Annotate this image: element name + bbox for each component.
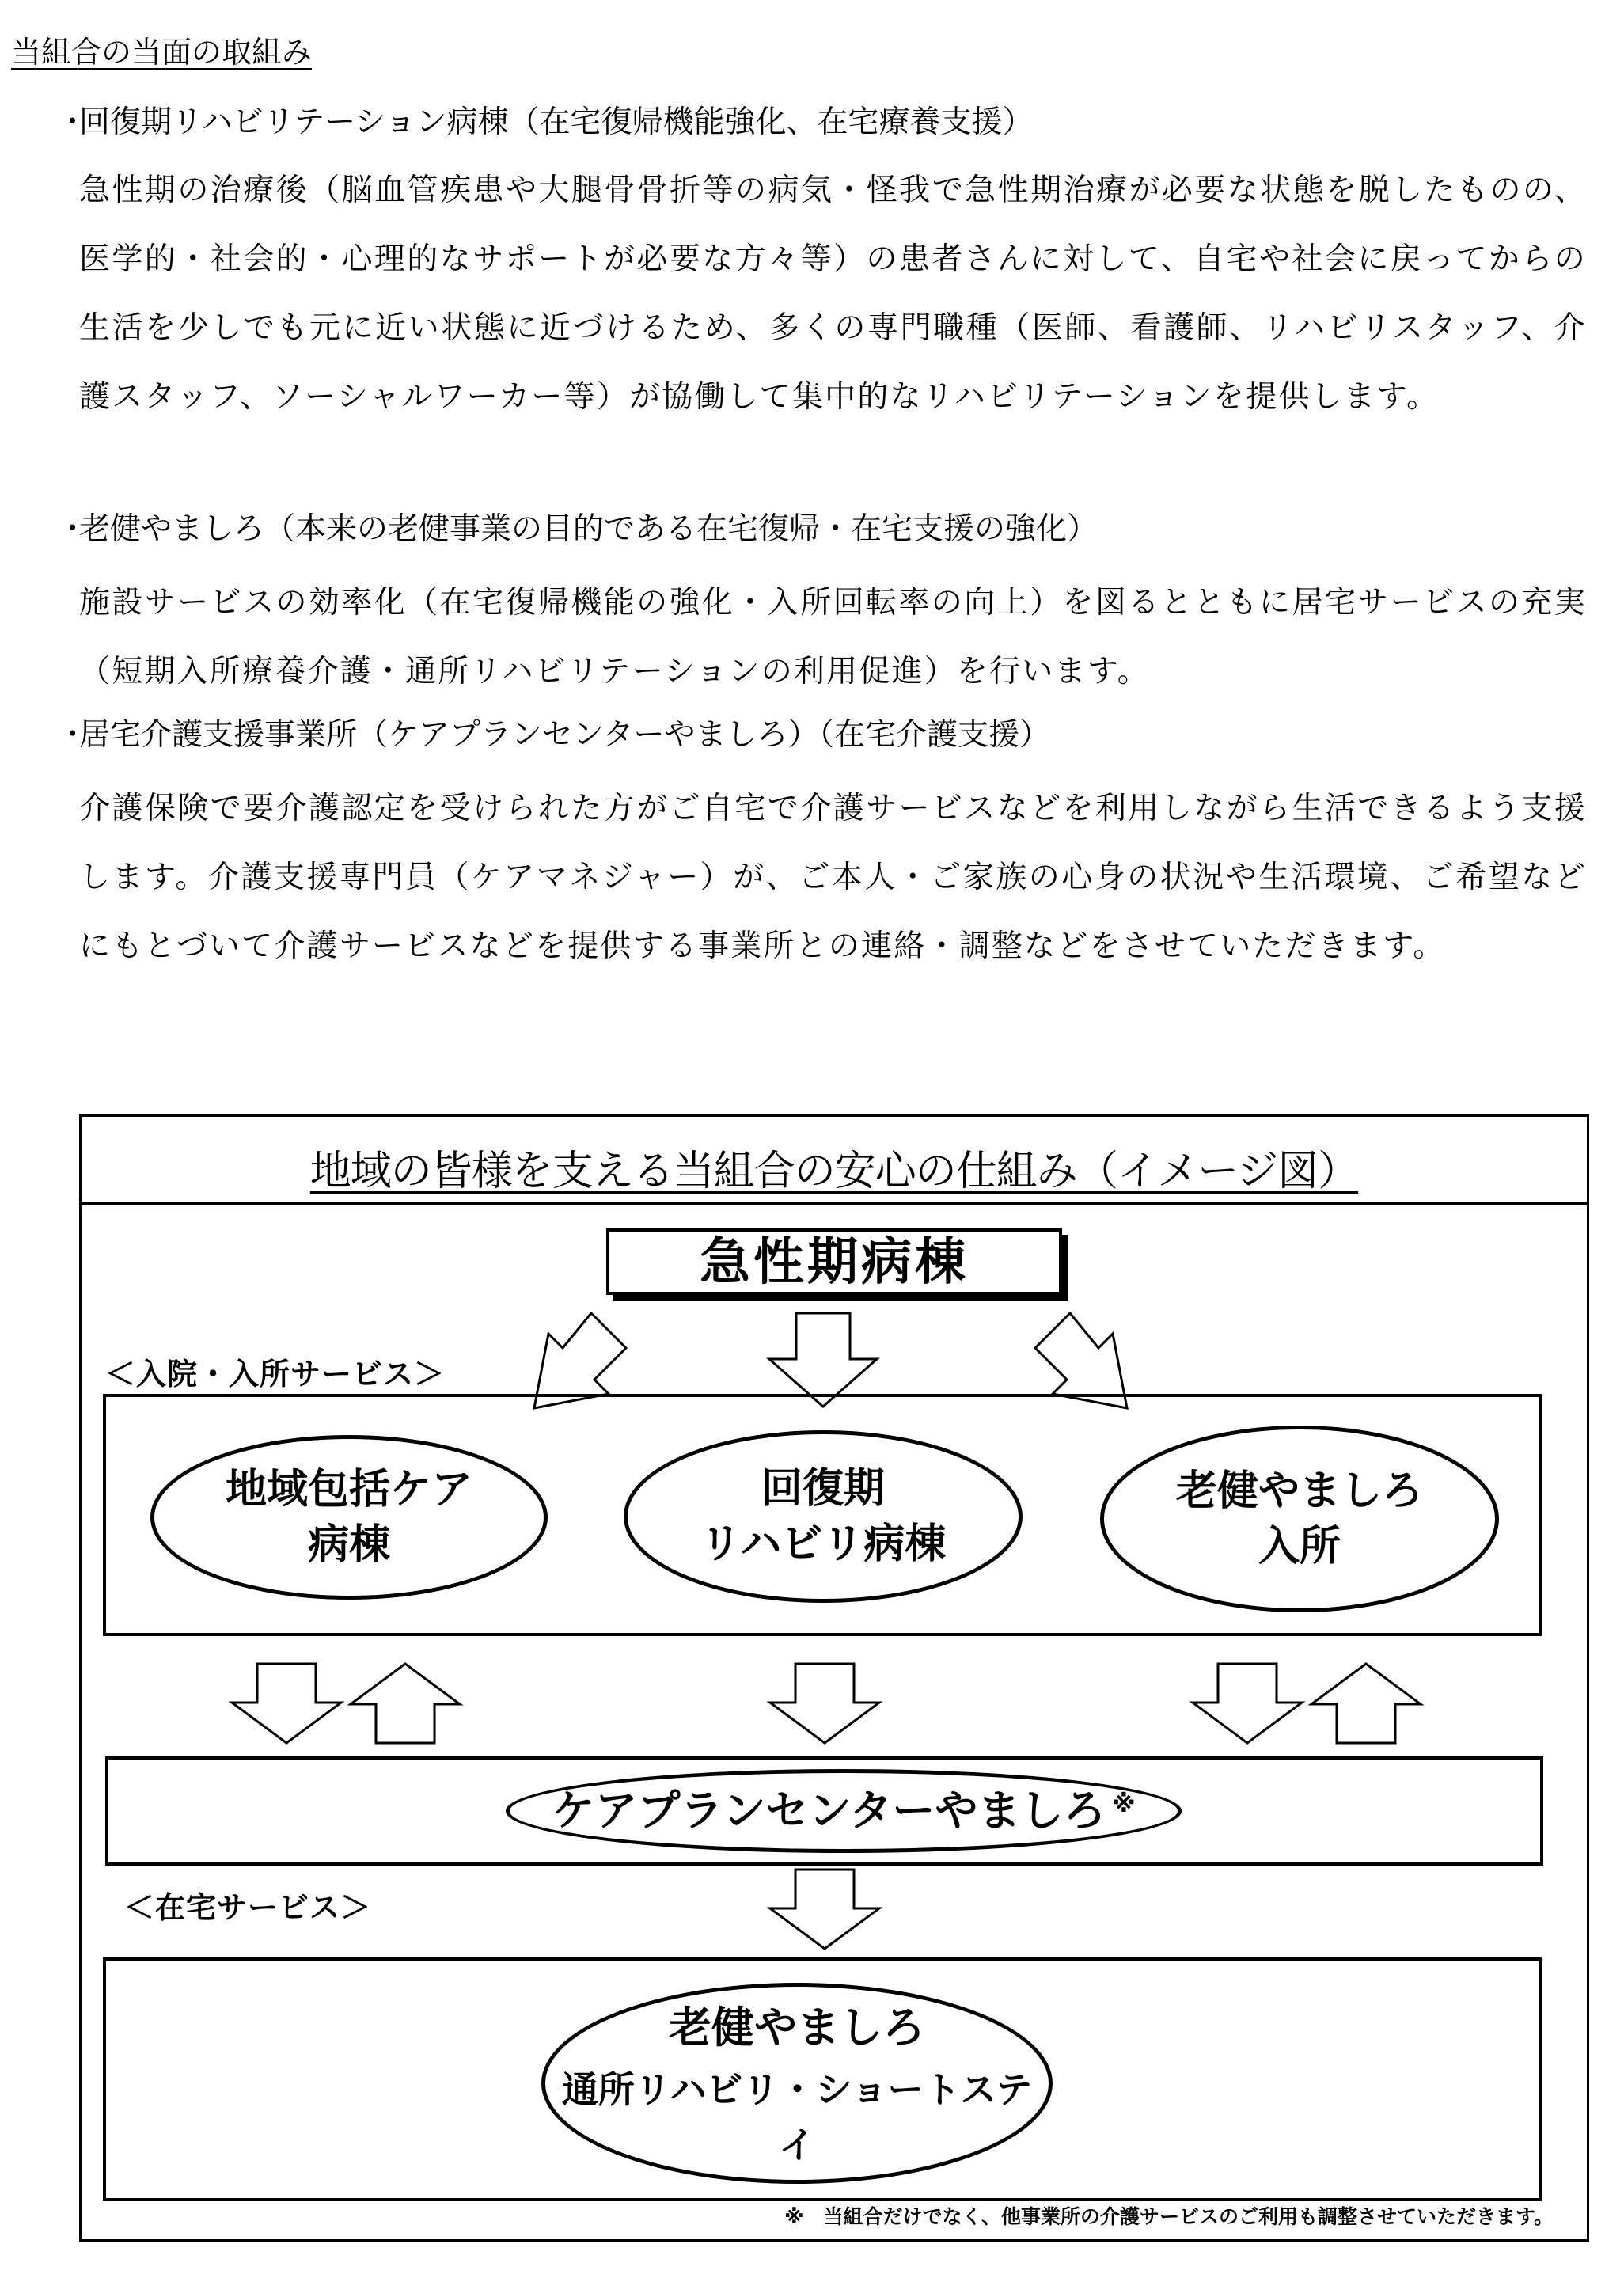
section-1-body: 急性期の治療後（脳血管疾患や大腿骨骨折等の病気・怪我で急性期治療が必要な状態を脱したものの、医学的・社会的・心理的なサポートが必要な方々等）の患者さんに対して、自宅や社会に戻ってからの生活を少しでも元に近い状態に近づけるため、多くの専門職種（医師、看護師、リハビリスタッフ、介護スタッフ、ソーシャルワーカー等）が協働して集中的なリハビリテーションを提供します。 [79,173,1587,415]
diagram-frame [79,1114,1589,2242]
ellipse-line-1: 老健やましろ [1175,1467,1423,1515]
diagram-title: 地域の皆様を支える当組合の安心の仕組み（イメージ図） [309,1148,1359,1195]
day-rehab-short-stay-ellipse [541,1983,1053,2184]
ellipse-line-1: 地域包括ケア [225,1466,472,1513]
arrow-down-icon [767,1661,882,1745]
footnote: ※ 当組合だけでなく、他事業所の介護サービスのご利用も調整させていただきます。 [784,2205,1554,2228]
care-plan-center-label: ケアプランセンターやましろ [552,1786,1106,1836]
bullet-mark: ・ [57,717,89,753]
arrow-down-icon [229,1661,344,1745]
section-title-text: 老健やましろ（本来の老健事業の目的である在宅復帰・在宅支援の強化） [79,511,1098,547]
ellipse-line-2: 病棟 [307,1521,390,1569]
arrow-up-icon [1308,1661,1424,1745]
ellipse-line-2: 入所 [1258,1523,1341,1570]
bullet-mark: ・ [57,511,89,547]
acute-ward-box: 急性期病棟 [606,1228,1062,1295]
care-plan-center-ellipse [506,1769,1182,1853]
section-title-text: 回復期リハビリテーション病棟（在宅復帰機能強化、在宅療養支援） [79,104,1034,140]
arrow-up-icon [347,1661,463,1745]
home-services-box [103,1957,1542,2201]
inpatient-services-label: ＜入院・入所サービス＞ [105,1357,446,1391]
inpatient-services-box [103,1394,1542,1636]
recovery-rehab-ward-ellipse [624,1430,1023,1603]
home-services-label: ＜在宅サービス＞ [124,1890,372,1925]
care-plan-center-box [105,1756,1543,1866]
ellipse-line-2: リハビリ病棟 [700,1521,947,1568]
arrow-down-icon [767,1867,882,1951]
diagram-title-row [82,1117,1587,1205]
community-care-ward-ellipse [150,1435,548,1600]
care-plan-center-note-mark: ※ [1112,1790,1136,1818]
section-3-body: 介護保険で要介護認定を受けられた方がご自宅で介護サービスなどを利用しながら生活できるよう支援します。介護支援専門員（ケアマネジャー）が、ご本人・ご家族の心身の状況や生活環境、ご希望などにもとづいて介護サービスなどを提供する事業所との連絡・調整などをさせていただきます。 [79,791,1587,964]
section-3-title [57,712,1050,758]
ellipse-line-2: 通所リハビリ・ショートステイ [561,2068,1033,2166]
roken-admission-ellipse [1100,1426,1499,1612]
section-title-text: 居宅介護支援事業所（ケアプランセンターやましろ）（在宅介護支援） [79,717,1050,753]
page-heading: 当組合の当面の取組み [11,35,313,70]
ellipse-line-1: 老健やましろ [669,2003,925,2052]
section-2-title [57,507,1098,552]
bullet-mark: ・ [57,104,89,140]
arrow-down-icon [1190,1661,1305,1745]
section-2-body: 施設サービスの効率化（在宅復帰機能の強化・入所回転率の向上）を図るとともに居宅サービスの充実（短期入所療養介護・通所リハビリテーションの利用促進）を行います。 [79,585,1587,689]
section-1-title [57,100,1034,146]
ellipse-line-1: 回復期 [761,1465,885,1513]
